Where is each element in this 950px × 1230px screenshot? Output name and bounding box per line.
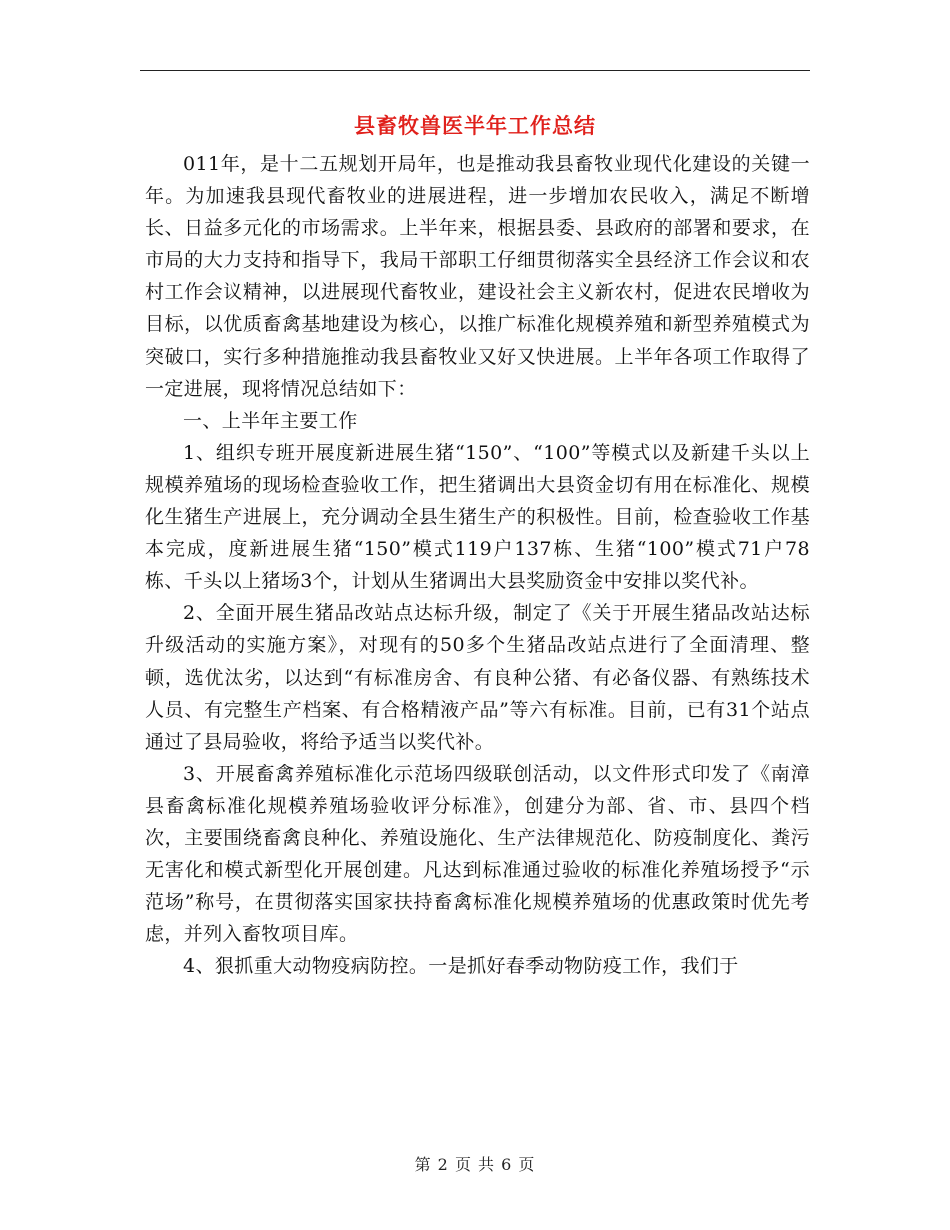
header-rule (140, 70, 810, 71)
paragraph-intro: 011年，是十二五规划开局年，也是推动我县畜牧业现代化建设的关键一年。为加速我县现代畜牧业的进展进程，进一步增加农民收入，满足不断增长、日益多元化的市场需求。上半年来，根据县委、县政府的部署和要求，在市局的大力支持和指导下，我局干部职工仔细贯彻落实全县经济工作会议和农村工作会议精神，以进展现代畜牧业，建设社会主义新农村，促进农民增收为目标，以优质畜禽基地建设为核心，以推广标准化规模养殖和新型养殖模式为突破口，实行多种措施推动我县畜牧业又好又快进展。上半年各项工作取得了一定进展，现将情况总结如下： (145, 153, 810, 400)
section-heading: 一、上半年主要工作 (183, 409, 358, 432)
page-number-footer: 第 2 页 共 6 页 (414, 1155, 536, 1174)
document-body (145, 148, 810, 982)
paragraph-item-2: 2、全面开展生猪品改站点达标升级，制定了《关于开展生猪品改站达标升级活动的实施方案》，对现有的50多个生猪品改站点进行了全面清理、整顿，选优汰劣，以达到“有标准房舍、有良种公猪、有必备仪器、有熟练技术人员、有完整生产档案、有合格精液产品”等六有标准。目前，已有31个站点通过了县局验收，将给予适当以奖代补。 (145, 602, 810, 753)
paragraph-item-4: 4、狠抓重大动物疫病防控。一是抓好春季动物防疫工作，我们于 (183, 955, 739, 978)
paragraph-item-1: 1、组织专班开展度新进展生猪“150”、“100”等模式以及新建千头以上规模养殖场的现场检查验收工作，把生猪调出大县资金切有用在标准化、规模化生猪生产进展上，充分调动全县生猪生产的积极性。目前，检查验收工作基本完成，度新进展生猪“150”模式119户137栋、生猪“100”模式71户78栋、千头以上猪场3个，计划从生猪调出大县奖励资金中安排以奖代补。 (145, 441, 810, 593)
paragraph-item-3: 3、开展畜禽养殖标准化示范场四级联创活动，以文件形式印发了《南漳县畜禽标准化规模养殖场验收评分标准》，创建分为部、省、市、县四个档次，主要围绕畜禽良种化、养殖设施化、生产法律规范化、防疫制度化、粪污无害化和模式新型化开展创建。凡达到标准通过验收的标准化养殖场授予“示范场”称号，在贯彻落实国家扶持畜禽标准化规模养殖场的优惠政策时优先考虑，并列入畜牧项目库。 (145, 762, 810, 946)
document-title: 县畜牧兽医半年工作总结 (354, 113, 596, 138)
